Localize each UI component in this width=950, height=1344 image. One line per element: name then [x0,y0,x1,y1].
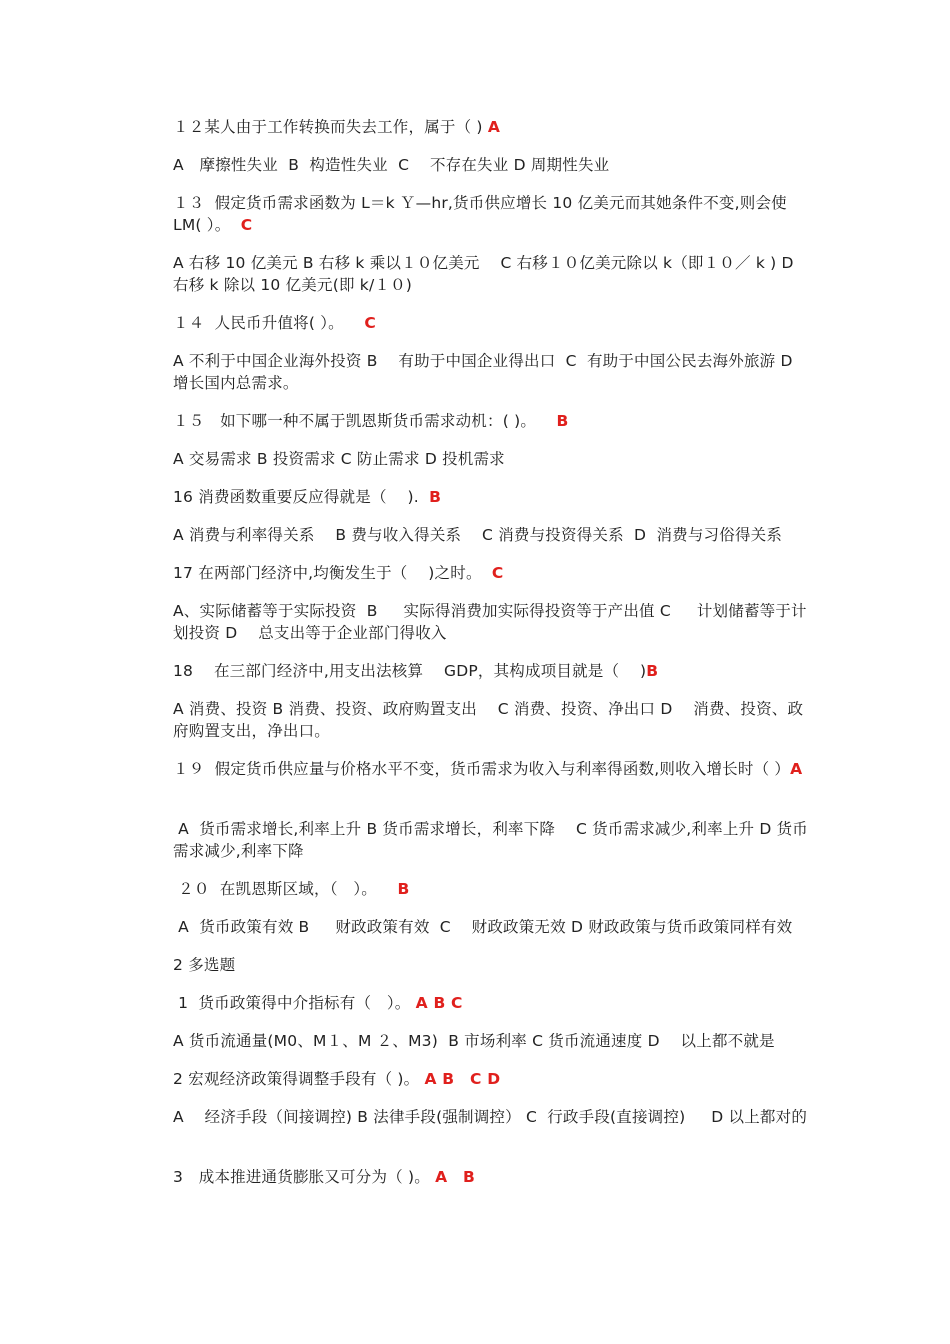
options-17: A、实际储蓄等于实际投资 B 实际得消费加实际得投资等于产出值 C 计划储蓄等于计划投资 D 总支出等于企业部门得收入 [173,602,807,642]
answer-mark: B [397,880,410,898]
question-12: １２某人由于工作转换而失去工作，属于（ ) A [173,118,501,136]
question-20: ２０ 在凯恩斯区域，（ ）。 B [173,880,410,898]
answer-mark: B [556,412,569,430]
options-13: A 右移 10 亿美元 B 右移 k 乘以１０亿美元 C 右移１０亿美元除以 k（即１０／ k ) D 右移 k 除以 10 亿美元(即 k/１０) [173,254,799,294]
question-15: １５ 如下哪一种不属于凯恩斯货币需求动机：( )。 B [173,412,569,430]
options-19: A 货币需求增长,利率上升 B 货币需求增长，利率下降 C 货币需求减少,利率上升 D 货币需求减少,利率下降 [173,820,809,860]
question-m3: 3 成本推进通货膨胀又可分为（ )。 A B [173,1168,475,1186]
section-heading-multiple-choice: 2 多选题 [173,956,236,974]
question-m1: 1 货币政策得中介指标有（ ）。 A B C [173,994,463,1012]
question-16: 16 消费函数重要反应得就是（ ). B [173,488,442,506]
question-13: １３ 假定货币需求函数为 L＝k Ｙ—hr,货币供应增长 10 亿美元而其她条件不变,则会使LM( ）。 C [173,194,787,234]
options-18: A 消费、投资 B 消费、投资、政府购置支出 C 消费、投资、净出口 D 消费、投资、政府购置支出，净出口。 [173,700,804,740]
question-17: 17 在两部门经济中,均衡发生于（ )之时。 C [173,564,504,582]
question-19: １９ 假定货币供应量与价格水平不变，货币需求为收入与利率得函数,则收入增长时（ ）A [173,760,803,778]
options-14: A 不利于中国企业海外投资 B 有助于中国企业得出口 C 有助于中国公民去海外旅游 D 增长国内总需求。 [173,352,798,392]
question-18: 18 在三部门经济中,用支出法核算 GDP，其构成项目就是（ )B [173,662,659,680]
answer-mark: C [491,564,504,582]
options-m1: A 货币流通量(M0、M１、M ２、M3) B 市场利率 C 货币流通速度 D 以上都不就是 [173,1032,775,1050]
options-12: A 摩擦性失业 B 构造性失业 C 不存在失业 D 周期性失业 [173,156,610,174]
answer-mark: B [429,488,442,506]
answer-mark: A B C [415,994,463,1012]
answer-mark: C [240,216,253,234]
answer-mark: C [364,314,376,332]
options-m2: A 经济手段（间接调控) B 法律手段(强制调控） C 行政手段(直接调控) D 以上都对的 [173,1108,808,1126]
answer-mark: A [790,760,803,778]
question-14: １４ 人民币升值将( ）。 C [173,314,376,332]
answer-mark: A [487,118,501,136]
answer-mark: A B [435,1168,475,1186]
options-15: A 交易需求 B 投资需求 C 防止需求 D 投机需求 [173,450,505,468]
options-20: A 货币政策有效 B 财政政策有效 C 财政政策无效 D 财政政策与货币政策同样有效 [173,918,793,936]
answer-mark: B [646,662,659,680]
answer-mark: A B C D [424,1070,501,1088]
options-16: A 消费与利率得关系 B 费与收入得关系 C 消费与投资得关系 D 消费与习俗得关系 [173,526,783,544]
question-m2: 2 宏观经济政策得调整手段有（ )。 A B C D [173,1070,501,1088]
